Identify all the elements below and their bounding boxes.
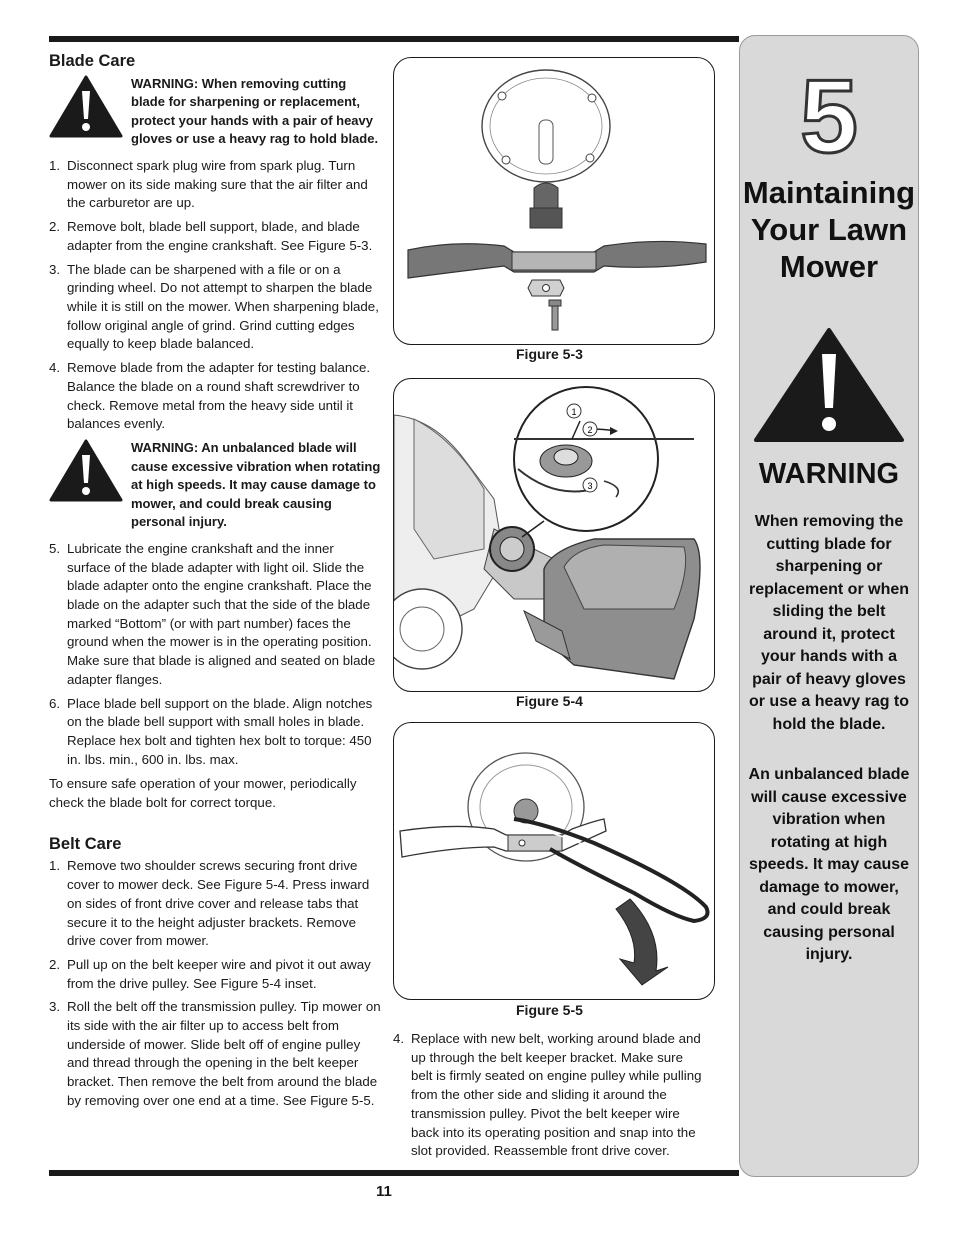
warning-triangle-icon [49, 439, 123, 503]
chapter-number [740, 56, 918, 160]
callout-2: 2 [587, 425, 593, 435]
list-item [49, 956, 381, 993]
belt-care-heading: Belt Care [49, 834, 122, 853]
belt-steps-list [49, 857, 381, 1110]
closing-paragraph: To ensure safe operation of your mower, periodically check the blade bolt for correct torque. [49, 776, 357, 811]
figure-5-5-caption: Figure 5-5 [516, 1002, 583, 1018]
step-number: 4. [49, 360, 61, 376]
step-text: Remove blade from the adapter for testing balance. Balance the blade on a round shaft screwdriver to check. Remove metal from the heavy side until it balances evenly. [67, 360, 371, 432]
list-item [49, 157, 381, 213]
page-number: 11 [376, 1183, 392, 1200]
warning-block-2 [49, 439, 381, 532]
list-item [49, 359, 381, 434]
step-text: Replace with new belt, working around blade and up through the belt keeper bracket. Make sure belt is firmly seated on engine pulley while pulling from the other side and sliding it around the transmission pulley. Pivot the belt keeper wire back into its operating position and snap into the slot provided. Reassemble front drive cover. [411, 1031, 702, 1159]
step-number: 1. [49, 858, 61, 874]
sidebar-warning-text-2: An unbalanced blade will cause excessive vibration when rotating at high speeds. It may cause damage to mower, and could break causing personal injury. [748, 766, 910, 963]
chapter-title: Maintaining Your Lawn Mower [742, 175, 916, 284]
step-number: 3. [49, 261, 61, 277]
figure-5-4-caption: Figure 5-4 [516, 693, 583, 709]
warning-triangle-icon [49, 75, 123, 139]
chapter-sidebar [739, 35, 919, 1177]
sidebar-warning-text-1: When removing the cutting blade for sharpening or replacement or when sliding the belt around it, protect your hands with a pair of heavy gloves or use a heavy rag to hold the blade. [748, 513, 910, 733]
bottom-rule [49, 1170, 739, 1176]
step-number: 1. [49, 158, 61, 174]
list-item [49, 857, 381, 951]
step-text: Remove bolt, blade bell support, blade, and blade adapter from the engine crankshaft. See Figure 5-3. [67, 219, 373, 253]
blade-assembly-illustration [394, 58, 714, 344]
warning-triangle-icon [752, 326, 906, 444]
mower-drive-cover-illustration [394, 379, 714, 691]
step-number: 6. [49, 695, 61, 711]
warning-block-1 [49, 75, 381, 149]
step-text: Remove two shoulder screws securing front drive cover to mower deck. See Figure 5-4. Press inward on sides of front drive cover and release tabs that secure it to the height adjuster brackets. Remove drive cover from mower. [67, 858, 370, 949]
step-text: Pull up on the belt keeper wire and pivot it out away from the drive pulley. See Figure 5-4 inset. [67, 956, 371, 991]
figure-5-4 [393, 378, 715, 692]
blade-steps-list [49, 157, 381, 434]
list-item [393, 1030, 703, 1161]
step-text: Disconnect spark plug wire from spark plug. Turn mower on its side making sure that the air filter and the carburetor are up. [67, 158, 368, 211]
step-number: 5. [49, 540, 61, 556]
svg-text:5: 5 [800, 59, 858, 160]
step-number: 4. [393, 1031, 405, 1046]
sidebar-warning-title: WARNING [758, 458, 900, 490]
list-item [49, 998, 381, 1110]
top-rule [49, 36, 739, 42]
belt-removal-illustration [394, 723, 714, 999]
step-number: 3. [49, 999, 61, 1015]
left-column [49, 52, 381, 1116]
step-text: Lubricate the engine crankshaft and the inner surface of the blade adapter with light oil. Slide the blade adapter onto the engine crankshaft. Place the blade on the adapter such that the side of the blade marked “Bottom” (or with part number) faces the ground when the mower is in the operating position. Make sure that blade is aligned and seated on blade adapter flanges. [67, 540, 376, 687]
warning-text-1: WARNING: When removing cutting blade for sharpening or replacement, protect your hands with a pair of heavy gloves or use a heavy rag to hold blade. [131, 75, 379, 147]
figure-5-3-caption: Figure 5-3 [516, 346, 583, 362]
figure-5-3 [393, 57, 715, 345]
list-item [49, 695, 381, 770]
step-number: 2. [49, 956, 61, 972]
belt-step-4 [393, 1030, 703, 1166]
step-text: The blade can be sharpened with a file or on a grinding wheel. Do not attempt to sharpen the blade while it is still on the mower. When sharpening blade, follow original angle of grind. Grind cutting edges equally to keep blade balanced. [67, 261, 379, 352]
step-text: Roll the belt off the transmission pulley. Tip mower on its side with the air filter up to access belt from underside of mower. Slide belt off of engine pulley and thread through the opening in the belt keeper bracket. Then remove the belt from around the blade by removing over one end at a time. See Figure 5-5. [67, 999, 381, 1108]
warning-text-2: WARNING: An unbalanced blade will cause excessive vibration when rotating at high speeds. It may cause damage to mower, and could break causing personal injury. [131, 439, 381, 530]
blade-care-heading: Blade Care [49, 52, 136, 70]
callout-1: 1 [571, 407, 577, 417]
step-text: Place blade bell support on the blade. Align notches on the blade bell support with small holes in blade. Replace hex bolt and tighten hex bolt to torque: 450 in. lbs. min., 600 in. lbs. max. [67, 695, 373, 767]
figure-5-5 [393, 722, 715, 1000]
callout-3: 3 [587, 481, 593, 491]
list-item [49, 261, 381, 355]
list-item [49, 218, 381, 255]
step-number: 2. [49, 219, 61, 235]
list-item [49, 540, 381, 690]
blade-steps-list-2 [49, 540, 381, 769]
